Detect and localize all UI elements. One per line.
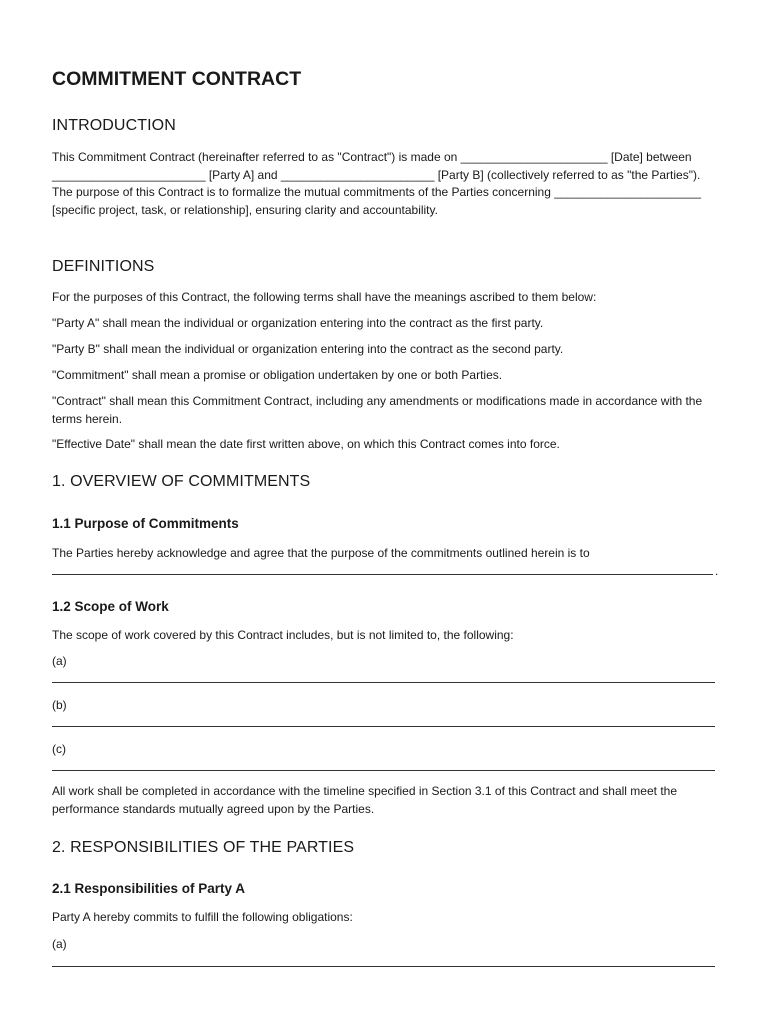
section-1-2-heading: 1.2 Scope of Work: [52, 599, 169, 614]
introduction-paragraph: This Commitment Contract (hereinafter referred to as "Contract") is made on ______________________ [Date] between _______________________ [Party A] and _______________________ [Party B] (collectively referred to as "the Parties"). The purpose of this Contract is to formalize the mutual commitments of the Parties concerning ______________________ [specific project, task, or relationship], ensuring clarity and accountability.: [52, 150, 702, 217]
document-title: COMMITMENT CONTRACT: [52, 68, 302, 90]
definition-contract: "Contract" shall mean this Commitment Contract, including any amendments or modifications made in accordance with the terms herein.: [52, 394, 703, 426]
definition-party-a: "Party A" shall mean the individual or organization entering into the contract as the first party.: [52, 316, 544, 330]
section-1-heading: 1. OVERVIEW OF COMMITMENTS: [52, 473, 311, 490]
section-2-heading: 2. RESPONSIBILITIES OF THE PARTIES: [52, 839, 355, 856]
fill-in-line: [52, 682, 715, 683]
fill-in-line: [52, 966, 715, 967]
item-label-a: (a): [52, 654, 67, 668]
fill-in-line: [52, 770, 715, 771]
definition-party-b: "Party B" shall mean the individual or organization entering into the contract as the second party.: [52, 342, 564, 356]
item-label-c: (c): [52, 742, 66, 756]
section-1-2-paragraph: The scope of work covered by this Contract includes, but is not limited to, the following:: [52, 628, 514, 642]
section-1-1-paragraph: The Parties hereby acknowledge and agree that the purpose of the commitments outlined herein is to: [52, 546, 590, 560]
line-end-period: .: [715, 564, 719, 578]
definitions-intro: For the purposes of this Contract, the following terms shall have the meanings ascribed to them below:: [52, 290, 597, 304]
introduction-heading: INTRODUCTION: [52, 117, 176, 134]
fill-in-line: [52, 726, 715, 727]
section-2-1-paragraph: Party A hereby commits to fulfill the following obligations:: [52, 910, 353, 924]
definitions-heading: DEFINITIONS: [52, 258, 155, 275]
definition-commitment: "Commitment" shall mean a promise or obligation undertaken by one or both Parties.: [52, 368, 503, 382]
item-label-b: (b): [52, 698, 67, 712]
section-2-1-heading: 2.1 Responsibilities of Party A: [52, 881, 246, 896]
section-1-1-heading: 1.1 Purpose of Commitments: [52, 516, 239, 531]
item-label-a: (a): [52, 937, 67, 951]
definition-effective-date: "Effective Date" shall mean the date first written above, on which this Contract comes into force.: [52, 437, 560, 451]
fill-in-line: [52, 574, 713, 575]
section-1-2-closing: All work shall be completed in accordance with the timeline specified in Section 3.1 of this Contract and shall meet the performance standards mutually agreed upon by the Parties.: [52, 784, 677, 816]
